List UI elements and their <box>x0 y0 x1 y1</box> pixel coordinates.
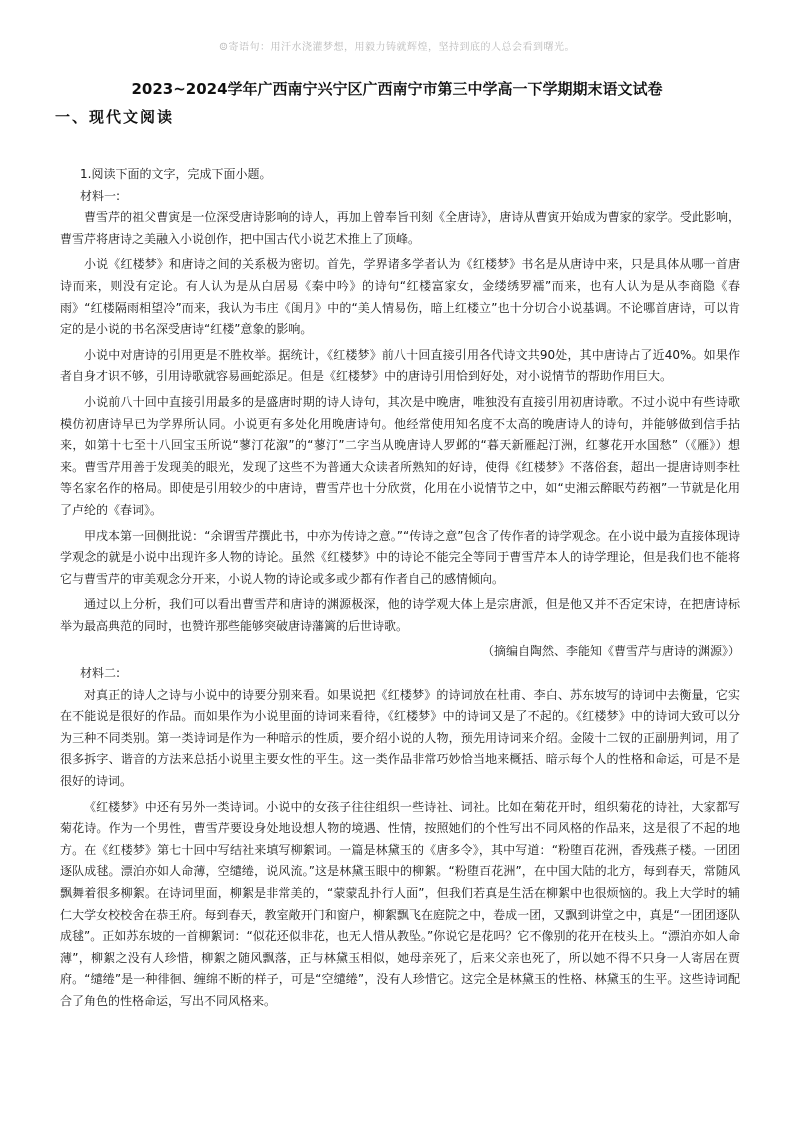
material-1-paragraph-1: 曹雪芹的祖父曹寅是一位深受唐诗影响的诗人，再加上曾奉旨刊刻《全唐诗》，唐诗从曹寅开始成为曹家的家学。受此影响，曹雪芹将唐诗之美融入小说创作，把中国古代小说艺术推上了顶峰。 <box>60 210 740 246</box>
question-body <box>60 164 740 1013</box>
material-1-paragraph-5: 甲戌本第一回侧批说：“余谓雪芹撰此书，中亦为传诗之意。”“传诗之意”包含了传作者的诗学观念。在小说中最为直接体现诗学观念的就是小说中出现许多人物的诗论。虽然《红楼梦》中的诗论不能完全等同于曹雪芹本人的诗学理论，但是我们也不能将它与曹雪芹的审美观念分开来，小说人物的诗论或多或少都有作者自己的感情倾向。 <box>60 528 740 586</box>
material-1-paragraph-4: 小说前八十回中直接引用最多的是盛唐时期的诗人诗句，其次是中晚唐，唯独没有直接引用初唐诗歌。不过小说中有些诗歌模仿初唐诗早已为学界所认同。小说更有多处化用晚唐诗句。他经常使用知名度不太高的晚唐诗人的诗句，并能够做到信手拈来，如第十七至十八回宝玉所说“蓼汀花溆”的“蓼汀”二字当从晚唐诗人罗邺的“暮天新雁起汀洲，红蓼花开水国愁”（《雁》）想来。曹雪芹用善于发现美的眼光，发现了这些不为普通大众读者所熟知的好诗，使得《红楼梦》不落俗套，超出一提唐诗则李杜等名家名作的格局。即使是引用较少的中唐诗，曹雪芹也十分欣赏，化用在小说情节之中，如“史湘云醉眠芍药裀”一节就是化用了卢纶的《春词》。 <box>60 394 740 517</box>
material-1-paragraph-2: 小说《红楼梦》和唐诗之间的关系极为密切。首先，学界诸多学者认为《红楼梦》书名是从唐诗中来，只是具体从哪一首唐诗而来，则没有定论。有人认为是从白居易《秦中吟》的诗句“红楼富家女，金缕绣罗襦”而来，也有人认为是从李商隐《春雨》“红楼隔雨相望冷”而来，我认为韦庄《闺月》中的“美人情易伤，暗上红楼立”也十分切合小说基调。不论哪首唐诗，可以肯定的是小说的书名深受唐诗“红楼”意象的影响。 <box>60 257 740 337</box>
material-1-paragraph-3: 小说中对唐诗的引用更是不胜枚举。据统计，《红楼梦》前八十回直接引用各代诗文共90处，其中唐诗占了近40%。如果作者自身才识不够，引用诗歌就容易画蛇添足。但是《红楼梦》中的唐诗引用恰到好处，对小说情节的帮助作用巨大。 <box>60 347 740 384</box>
document-title: 2023~2024学年广西南宁兴宁区广西南宁市第三中学高一下学期期末语文试卷 <box>131 80 663 98</box>
material-2-label: 材料二: <box>80 666 121 681</box>
material-2-paragraph-2: 《红楼梦》中还有另外一类诗词。小说中的女孩子往往组织一些诗社、词社。比如在菊花开时，组织菊花的诗社，大家都写菊花诗。作为一个男性，曹雪芹要设身处地设想人物的境遇、性情，按照她们的个性写出不同风格的作品来，这是很了不起的地方。在《红楼梦》第七十回中写结社来填写柳絮词。一篇是林黛玉的《唐多令》，其中写道：“粉堕百花洲，香残燕子楼。一团团逐队成毬。漂泊亦如人命薄，空缱绻，说风流。”这是林黛玉眼中的柳絮。“粉堕百花洲”，在中国大陆的北方，每到春天，常随风飘舞着很多柳絮。在诗词里面，柳絮是非常美的，“蒙蒙乱扑行人面”，但我们若真是生活在柳絮中也很烦恼的。我上大学时的辅仁大学女校校舍在恭王府。每到春天，教室敞开门和窗户，柳絮飘飞在庭院之中，卷成一团，又飘到讲堂之中，真是“一团团逐队成毬”。正如苏东坡的一首柳絮词：“似花还似非花，也无人惜从教坠。”你说它是花吗？它不像别的花开在枝头上。“漂泊亦如人命薄”，柳絮之没有人珍惜，柳絮之随风飘落，正与林黛玉相似，她母亲死了，后来父亲也死了，所以她不得不只身一人寄居在贾府。“缱绻”是一种徘徊、缠绵不断的样子，可是“空缱绻”，没有人珍惜它。这完全是林黛玉的性格、林黛玉的生平。这些诗词配合了角色的性格命运，写出不同风格来。 <box>60 799 740 1008</box>
material-1-paragraph-6: 通过以上分析，我们可以看出曹雪芹和唐诗的渊源极深，他的诗学观大体上是宗唐派，但是他又并不否定宋诗，在把唐诗标举为最高典范的同时，也赞许那些能够突破唐诗藩篱的后世诗歌。 <box>60 597 740 633</box>
question-intro: 1.阅读下面的文字，完成下面小题。 <box>80 167 272 181</box>
material-1-label: 材料一: <box>80 188 121 203</box>
section-heading: 一、现代文阅读 <box>55 108 175 126</box>
header-motto: ☺寄语句：用汗水浇灌梦想，用毅力铸就辉煌，坚持到底的人总会看到曙光。 <box>219 42 575 53</box>
material-2-paragraph-1: 对真正的诗人之诗与小说中的诗要分别来看。如果说把《红楼梦》的诗词放在杜甫、李白、苏东坡写的诗词中去衡量，它实在不能说是很好的作品。而如果作为小说里面的诗词来看待，《红楼梦》中的诗词又是了不起的。《红楼梦》中的诗词大致可以分为三种不同类别。第一类诗词是作为一种暗示的性质，要介绍小说的人物，预先用诗词来介绍。金陵十二钗的正副册判词，用了很多拆字、谐音的方法来总括小说里主要女性的平生。这一类作品非常巧妙恰当地来概括、暗示每个人的性格和命运，可是不是很好的诗词。 <box>60 687 740 789</box>
material-1-source: （摘编自陶然、李能知《曹雪芹与唐诗的渊源》） <box>481 644 740 659</box>
